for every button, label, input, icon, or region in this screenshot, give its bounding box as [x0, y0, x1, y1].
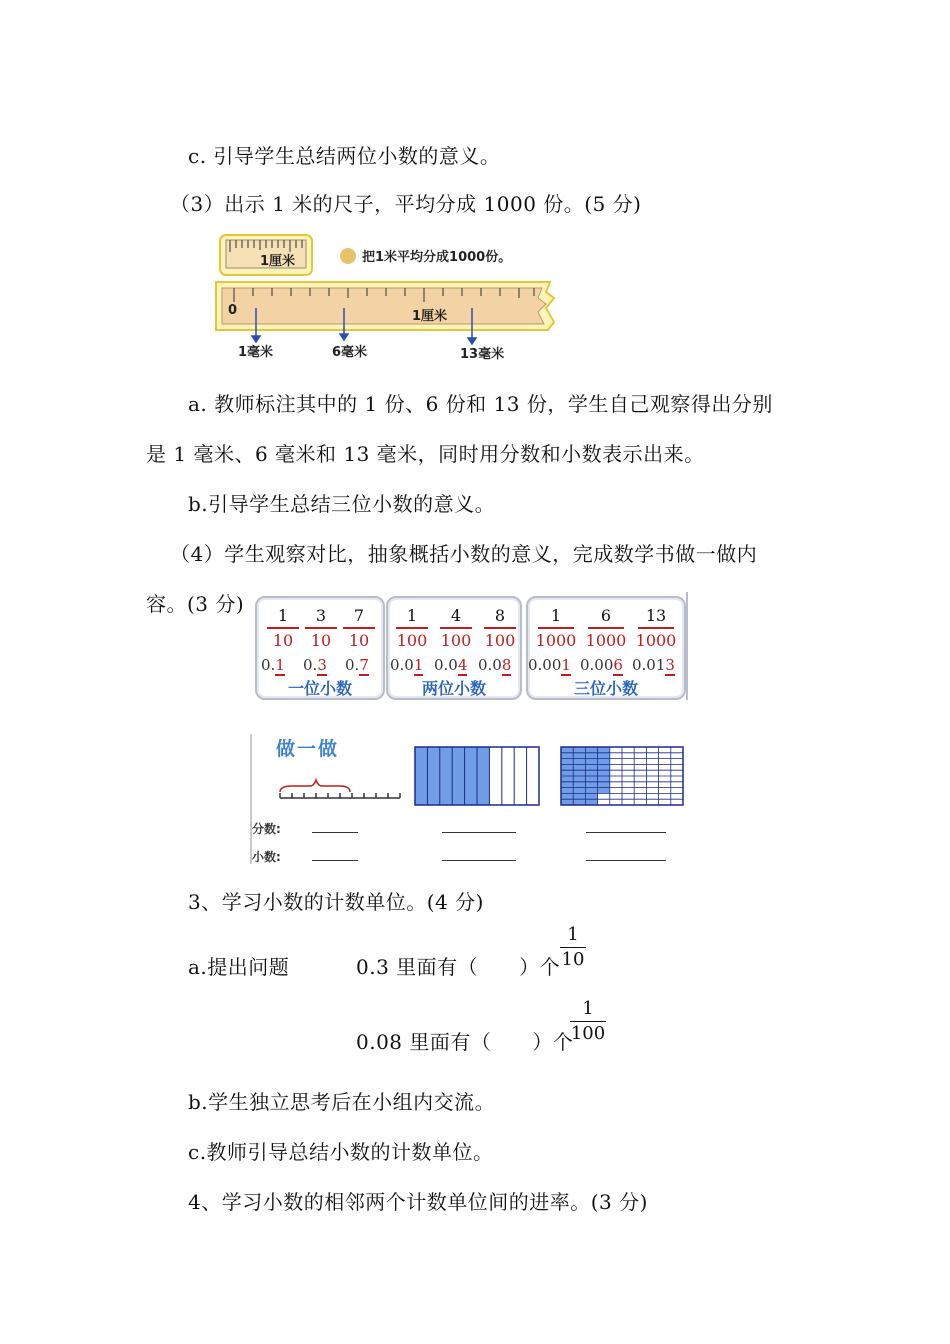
paragraph: 容。(3 分) — [146, 592, 245, 616]
mark-label: 6毫米 — [332, 345, 368, 360]
group-one-decimal — [255, 596, 385, 700]
paragraph: c.教师引导总结小数的计数单位。 — [188, 1140, 494, 1164]
group-three-decimal — [526, 596, 686, 700]
group-two-decimal — [386, 596, 522, 700]
paragraph: 3、学习小数的计数单位。(4 分) — [188, 890, 484, 914]
mark-label: 1毫米 — [238, 345, 274, 360]
bullet-icon — [340, 248, 356, 264]
answer-blank — [586, 860, 666, 861]
paragraph: （4）学生观察对比，抽象概括小数的意义，完成数学书做一做内 — [170, 542, 758, 566]
fraction-one-tenth: 1 10 — [561, 924, 585, 970]
ruler-body — [222, 288, 546, 324]
decimal: 0.7 — [345, 656, 369, 674]
answer-blank — [442, 832, 516, 833]
paragraph: 4、学习小数的相邻两个计数单位间的进率。(3 分) — [188, 1190, 648, 1214]
fraction: 4 100 — [440, 606, 472, 650]
ruler-zero: 0 — [228, 303, 238, 318]
decimal: 0.001 — [528, 656, 571, 674]
answer-blank — [586, 832, 666, 833]
group-title: 三位小数 — [573, 679, 638, 698]
fraction: 7 10 — [339, 606, 379, 650]
answer-blank — [312, 832, 358, 833]
tenths-grid — [414, 746, 540, 806]
inset-label: 1厘米 — [260, 254, 296, 269]
fraction-one-hundredth: 1 100 — [570, 998, 606, 1044]
fraction: 1 10 — [263, 606, 303, 650]
number-line — [278, 778, 402, 802]
decimal: 0.013 — [632, 656, 675, 674]
hundredths-grid — [560, 746, 684, 806]
ruler-cm-label: 1厘米 — [412, 309, 448, 324]
decimal: 0.1 — [261, 656, 285, 674]
fraction-label: 分数: — [252, 822, 281, 836]
figure-border — [250, 734, 252, 864]
decimal: 0.01 — [390, 656, 424, 674]
answer-blank — [312, 860, 358, 861]
paragraph: 是 1 毫米、6 毫米和 13 毫米，同时用分数和小数表示出来。 — [146, 442, 705, 466]
paragraph: b.学生独立思考后在小组内交流。 — [188, 1090, 496, 1114]
answer-blank — [442, 860, 516, 861]
fraction: 1 100 — [396, 606, 428, 650]
decimal: 0.006 — [580, 656, 623, 674]
exercise-title: 做一做 — [276, 738, 340, 760]
mark-label: 13毫米 — [460, 347, 505, 362]
decimal: 0.3 — [303, 656, 327, 674]
fraction: 3 10 — [301, 606, 341, 650]
fraction: 6 1000 — [585, 606, 627, 650]
group-title: 两位小数 — [421, 679, 486, 698]
fraction: 1 1000 — [535, 606, 577, 650]
paragraph: 0.3 里面有（ ）个 — [356, 955, 561, 979]
paragraph: b.引导学生总结三位小数的意义。 — [188, 492, 496, 516]
paragraph: a. 教师标注其中的 1 份、6 份和 13 份，学生自己观察得出分别 — [188, 392, 773, 416]
fraction: 8 100 — [484, 606, 516, 650]
paragraph: a.提出问题 — [188, 955, 290, 979]
decimal: 0.08 — [478, 656, 512, 674]
ruler-figure — [212, 232, 557, 364]
decimal: 0.04 — [434, 656, 468, 674]
ruler-caption: 把1米平均分成1000份。 — [362, 250, 512, 265]
exercise-figure — [250, 734, 690, 864]
fraction: 13 1000 — [635, 606, 677, 650]
group-title: 一位小数 — [287, 679, 352, 698]
figure-border — [686, 592, 688, 700]
decimal-label: 小数: — [252, 850, 281, 864]
paragraph: c. 引导学生总结两位小数的意义。 — [188, 144, 501, 168]
paragraph: （3）出示 1 米的尺子，平均分成 1000 份。(5 分) — [170, 192, 642, 216]
paragraph: 0.08 里面有（ ）个 — [356, 1030, 574, 1054]
decimal-groups-figure — [252, 592, 688, 702]
ruler-diagram — [212, 232, 557, 364]
